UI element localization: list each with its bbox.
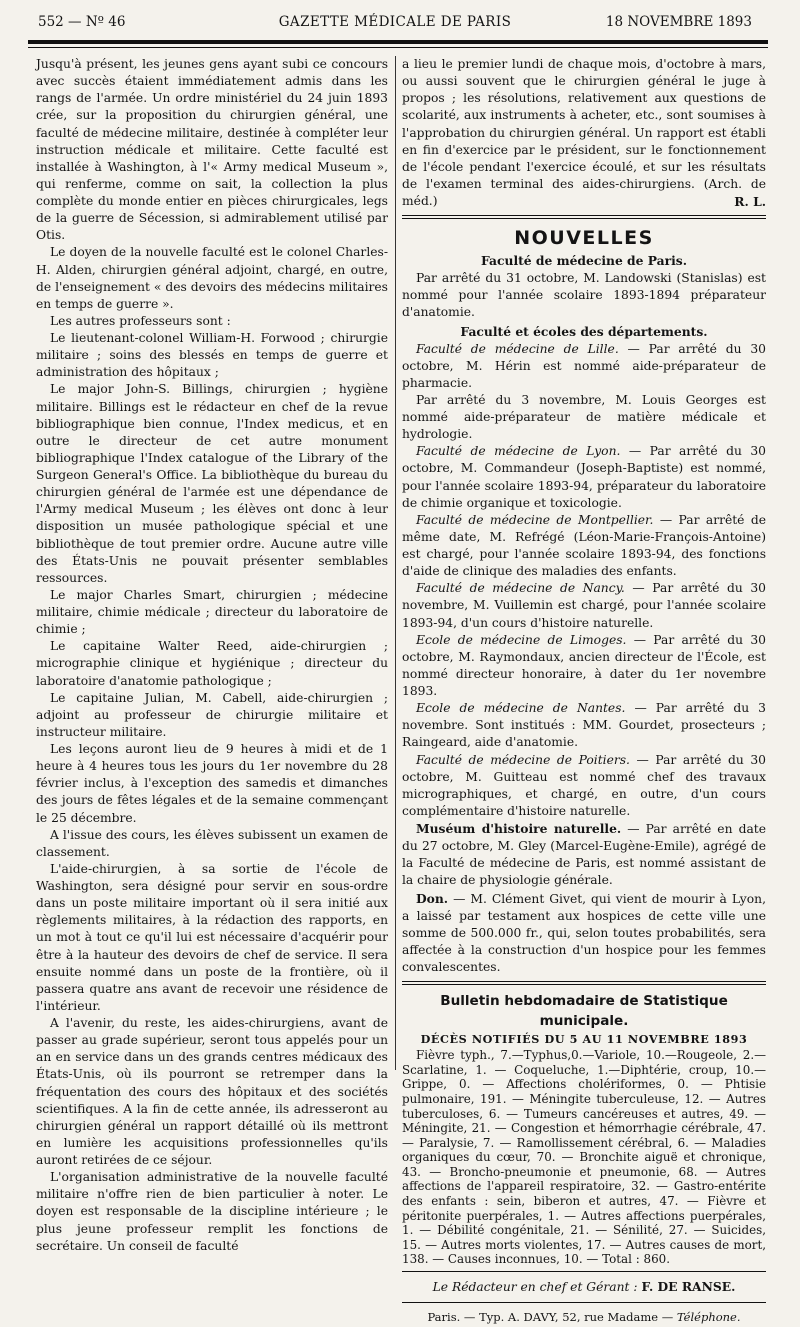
printer-text: Paris. — Typ. A. DAVY, 52, rue Madame — (427, 1310, 677, 1325)
news-text: — Par arrêté de même date, M. Refrégé (Léon-Marie-François-Antoine) est chargé, pour l'année scolaire 1893-94, des fonctions d'aide de clinique des maladies des enfants. (402, 512, 766, 579)
printer-phone: Téléphone. (676, 1310, 741, 1325)
news-source: Faculté de médecine de Lille. (416, 341, 619, 356)
news-text: — Par arrêté du 30 octobre, M. Raymondaux, ancien directeur de l'École, est nommé directeur honoraire, à dater du 1er novembre 1893. (402, 632, 767, 698)
news-source: Faculté de médecine de Poitiers. (416, 752, 630, 767)
paragraph: Jusqu'à présent, les jeunes gens ayant subi ce concours avec succès étaient immédiatement admis dans les rangs de l'armée. Un ordre ministériel du 24 juin 1893 crée, sur la proposition du chirurgien général, une faculté de médecine militaire, destinée à compléter leur instruction médicale et militaire. Cette faculté est installée à Washington, à l'« Army medical Museum », qui renferme, comme on sait, la collection la plus complète du monde entier en pièces chirurgicales, legs de la guerre de Sécession, si admirablement utilisé par Otis. (36, 57, 388, 243)
paragraph: Les leçons auront lieu de 9 heures à midi et de 1 heure à 4 heures tous les jours du 1er novembre du 28 février inclus, à l'exception des samedis et dimanches des jours de fêtes légales et de la semaine commençant le 25 décembre. (36, 742, 388, 825)
nouvelles-heading: NOUVELLES (514, 227, 654, 250)
news-item (402, 341, 766, 392)
paragraph: Le major John-S. Billings, chirurgien ; hygiène militaire. Billings est le rédacteur en chef de la revue bibliographique bien connue, l'Index medicus, et en outre le directeur de cet autre monument bibliographique l'Index catalogue of the Library of the Surgeon General's Office. La bibliothèque du bureau du chirurgien général de l'armée est une dépendance de l'Army medical Museum ; les élèves ont donc à leur disposition un musée pathologique spécial et une bibliothèque de tout premier ordre. Aucune autre ville des États-Unis ne pouvait présenter semblables ressources. (36, 382, 388, 585)
journal-title: GAZETTE MÉDICALE DE PARIS (278, 14, 512, 30)
header-rule-thick (28, 40, 768, 44)
paragraph: Le lieutenant-colonel William-H. Forwood ; chirurgie militaire ; soins des blessés en temps de guerre et administration des hôpitaux ; (36, 331, 388, 380)
section-rule (402, 1271, 766, 1272)
news-item (402, 512, 766, 581)
deces-subheading: DÉCÈS NOTIFIÉS DU 5 AU 11 NOVEMBRE 1893 (420, 1032, 748, 1047)
news-item (402, 820, 766, 890)
section-rule (402, 981, 766, 985)
page-header (38, 14, 752, 36)
subheading-departements: Faculté et écoles des départements. (460, 323, 708, 339)
news-text: — Par arrêté du 30 novembre, M. Vuillemin est chargé, pour l'année scolaire 1893-94, d'un cours d'histoire naturelle. (402, 581, 766, 630)
news-item (402, 752, 766, 821)
column-divider (395, 56, 396, 1070)
news-item (402, 443, 766, 512)
news-item (402, 580, 766, 631)
news-source: Muséum d'histoire naturelle. (416, 821, 622, 836)
paragraph: A l'avenir, du reste, les aides-chirurgiens, avant de passer au grade supérieur, seront tous appelés pour un an en service dans un des grands centres médicaux des États-Unis, où ils pourront se retremper dans la fréquentation des cours des hôpitaux et des sociétés scientifiques. A la fin de cette année, ils adresseront au chirurgien général un rapport détaillé où ils mettront en lumière les acquisitions professionnelles qu'ils auront retirées de ce séjour. (36, 1016, 388, 1167)
author-initials: R. L. (734, 194, 766, 209)
header-rule-thin (28, 47, 768, 48)
news-item: Par arrêté du 3 novembre, M. Louis Georges est nommé aide-préparateur de matière médicale et hydrologie. (402, 392, 766, 442)
paragraph: Le capitaine Walter Reed, aide-chirurgien ; micrographie clinique et hygiénique ; directeur du laboratoire d'anatomie pathologique ; (36, 639, 388, 688)
news-item (402, 632, 766, 701)
news-source: Ecole de médecine de Limoges. (416, 632, 627, 647)
editor-label: Le Rédacteur en chef et Gérant : (432, 1280, 638, 1295)
paragraph: L'aide-chirurgien, à sa sortie de l'école de Washington, sera désigné pour servir en sous-ordre dans un poste militaire important où il sera initié aux règlements militaires, à la rédaction des rapports, en un mot à tout ce qu'il lui est nécessaire d'acquérir pour être à la hauteur des devoirs de chef de service. Il sera ensuite nommé dans un poste de la frontière, où il passera quatre ans avant de recevoir une résidence de l'intérieur. (36, 861, 388, 1013)
page-number: 552 — Nº 46 (38, 14, 126, 30)
issue-date: 18 NOVEMBRE 1893 (605, 14, 752, 30)
bulletin-heading: Bulletin hebdomadaire de Statistique municipale. (440, 993, 728, 1030)
paragraph (402, 56, 766, 210)
news-source: Ecole de médecine de Nantes. (416, 701, 626, 716)
paragraph: L'organisation administrative de la nouvelle faculté militaire n'offre rien de bien particulier à noter. Le doyen est responsable de la discipline intérieure ; le plus jeune professeur remplit les fonctions de secrétaire. Un conseil de faculté (36, 1170, 388, 1253)
printer-line (402, 1307, 766, 1327)
news-source: Faculté de médecine de Nancy. (416, 581, 625, 596)
right-column (402, 56, 766, 1327)
news-source: Faculté de médecine de Montpellier. (416, 512, 654, 527)
news-text: — Par arrêté du 3 novembre. Sont institués : MM. Gourdet, prosecteurs ; Raingeard, aide d'anatomie. (402, 701, 766, 750)
news-text: — Par arrêté du 30 octobre, M. Commandeur (Joseph-Baptiste) est nommé, pour l'année scolaire 1893-94, préparateur du laboratoire de chimie organique et toxicologie. (402, 444, 767, 510)
editor-name: F. DE RANSE. (641, 1279, 736, 1295)
news-item (402, 890, 766, 977)
news-item (402, 700, 766, 751)
death-statistics: Fièvre typh., 7.—Typhus,0.—Variole, 10.—Rougeole, 2.— Scarlatine, 1. — Coqueluche, 1.—Diphtérie, croup, 10.—Grippe, 0. — Affections cholériformes, 0. — Phtisie pulmonaire, 191. — Méningite tuberculeuse, 12. — Autres tuberculoses, 6. — Tumeurs cancéreuses et autres, 49. — Méningite, 21. — Congestion et hémorrhagie cérébrale, 47. — Paralysie, 7. — Ramollissement cérébral, 6. — Maladies organiques du cœur, 70. — Bronchite aiguë et chronique, 43. — Broncho-pneumonie et pneumonie, 68. — Autres affections de l'appareil respiratoire, 32. — Gastro-entérite des enfants : sein, biberon et autres, 47. — Fièvre et péritonite puerpérales, 1. — Autres affections puerpérales, 1. — Débilité congénitale, 21. — Sénilité, 27. — Suicides, 15. — Autres morts violentes, 17. — Autres causes de mort, 138. — Causes inconnues, 10. — Total : 860. (402, 1048, 766, 1267)
news-source: Don. (416, 890, 449, 906)
continued-text: a lieu le premier lundi de chaque mois, d'octobre à mars, ou aussi souvent que le chirurgien général le juge à propos ; les résolutions, relativement aux questions de scolarité, aux instruments à acheter, etc., sont soumises à l'approbation du chirurgien général. Un rapport est établi en fin d'exercice par le président, sur le fonctionnement de l'école pendant l'exercice écoulé, et sur les résultats de l'examen terminal des aides-chirurgiens. (Arch. de méd.) (402, 57, 766, 208)
news-text: — Par arrêté du 30 octobre, M. Hérin est nommé aide-préparateur de pharmacie. (402, 341, 766, 390)
subheading-paris: Faculté de médecine de Paris. (480, 253, 687, 269)
news-text: — Par arrêté du 30 octobre, M. Guitteau est nommé chef des travaux micrographiques, et chargé, en outre, d'un cours complémentaire d'histoire naturelle. (402, 752, 766, 818)
editor-line (402, 1276, 766, 1298)
paragraph: Le capitaine Julian, M. Cabell, aide-chirurgien ; adjoint au professeur de chirurgie militaire et instructeur militaire. (36, 690, 388, 739)
section-rule (402, 215, 766, 219)
paragraph: Les autres professeurs sont : (50, 313, 231, 328)
paragraph: Le major Charles Smart, chirurgien ; médecine militaire, chimie médicale ; directeur du laboratoire de chimie ; (36, 587, 388, 637)
news-text: — Par arrêté en date du 27 octobre, M. Gley (Marcel-Eugène-Emile), agrégé de la Faculté de médecine de Paris, est nommé assistant de la chaire de physiologie générale. (402, 822, 766, 888)
left-column (36, 56, 388, 1255)
news-source: Faculté de médecine de Lyon. (416, 444, 621, 459)
news-text: — M. Clément Givet, qui vient de mourir à Lyon, a laissé par testament aux hospices de cette ville une somme de 500.000 fr., qui, selon toutes probabilités, sera affectée à la construction d'un hospice pour les femmes convalescentes. (402, 891, 766, 974)
section-rule (402, 1302, 766, 1303)
paragraph: Le doyen de la nouvelle faculté est le colonel Charles-H. Alden, chirurgien général adjoint, chargé, en outre, de l'enseignement « des devoirs des médecins militaires en temps de guerre ». (36, 245, 388, 311)
news-item: Par arrêté du 31 octobre, M. Landowski (Stanislas) est nommé pour l'année scolaire 1893-1894 préparateur d'anatomie. (402, 271, 766, 320)
paragraph: A l'issue des cours, les élèves subissent un examen de classement. (36, 827, 388, 859)
